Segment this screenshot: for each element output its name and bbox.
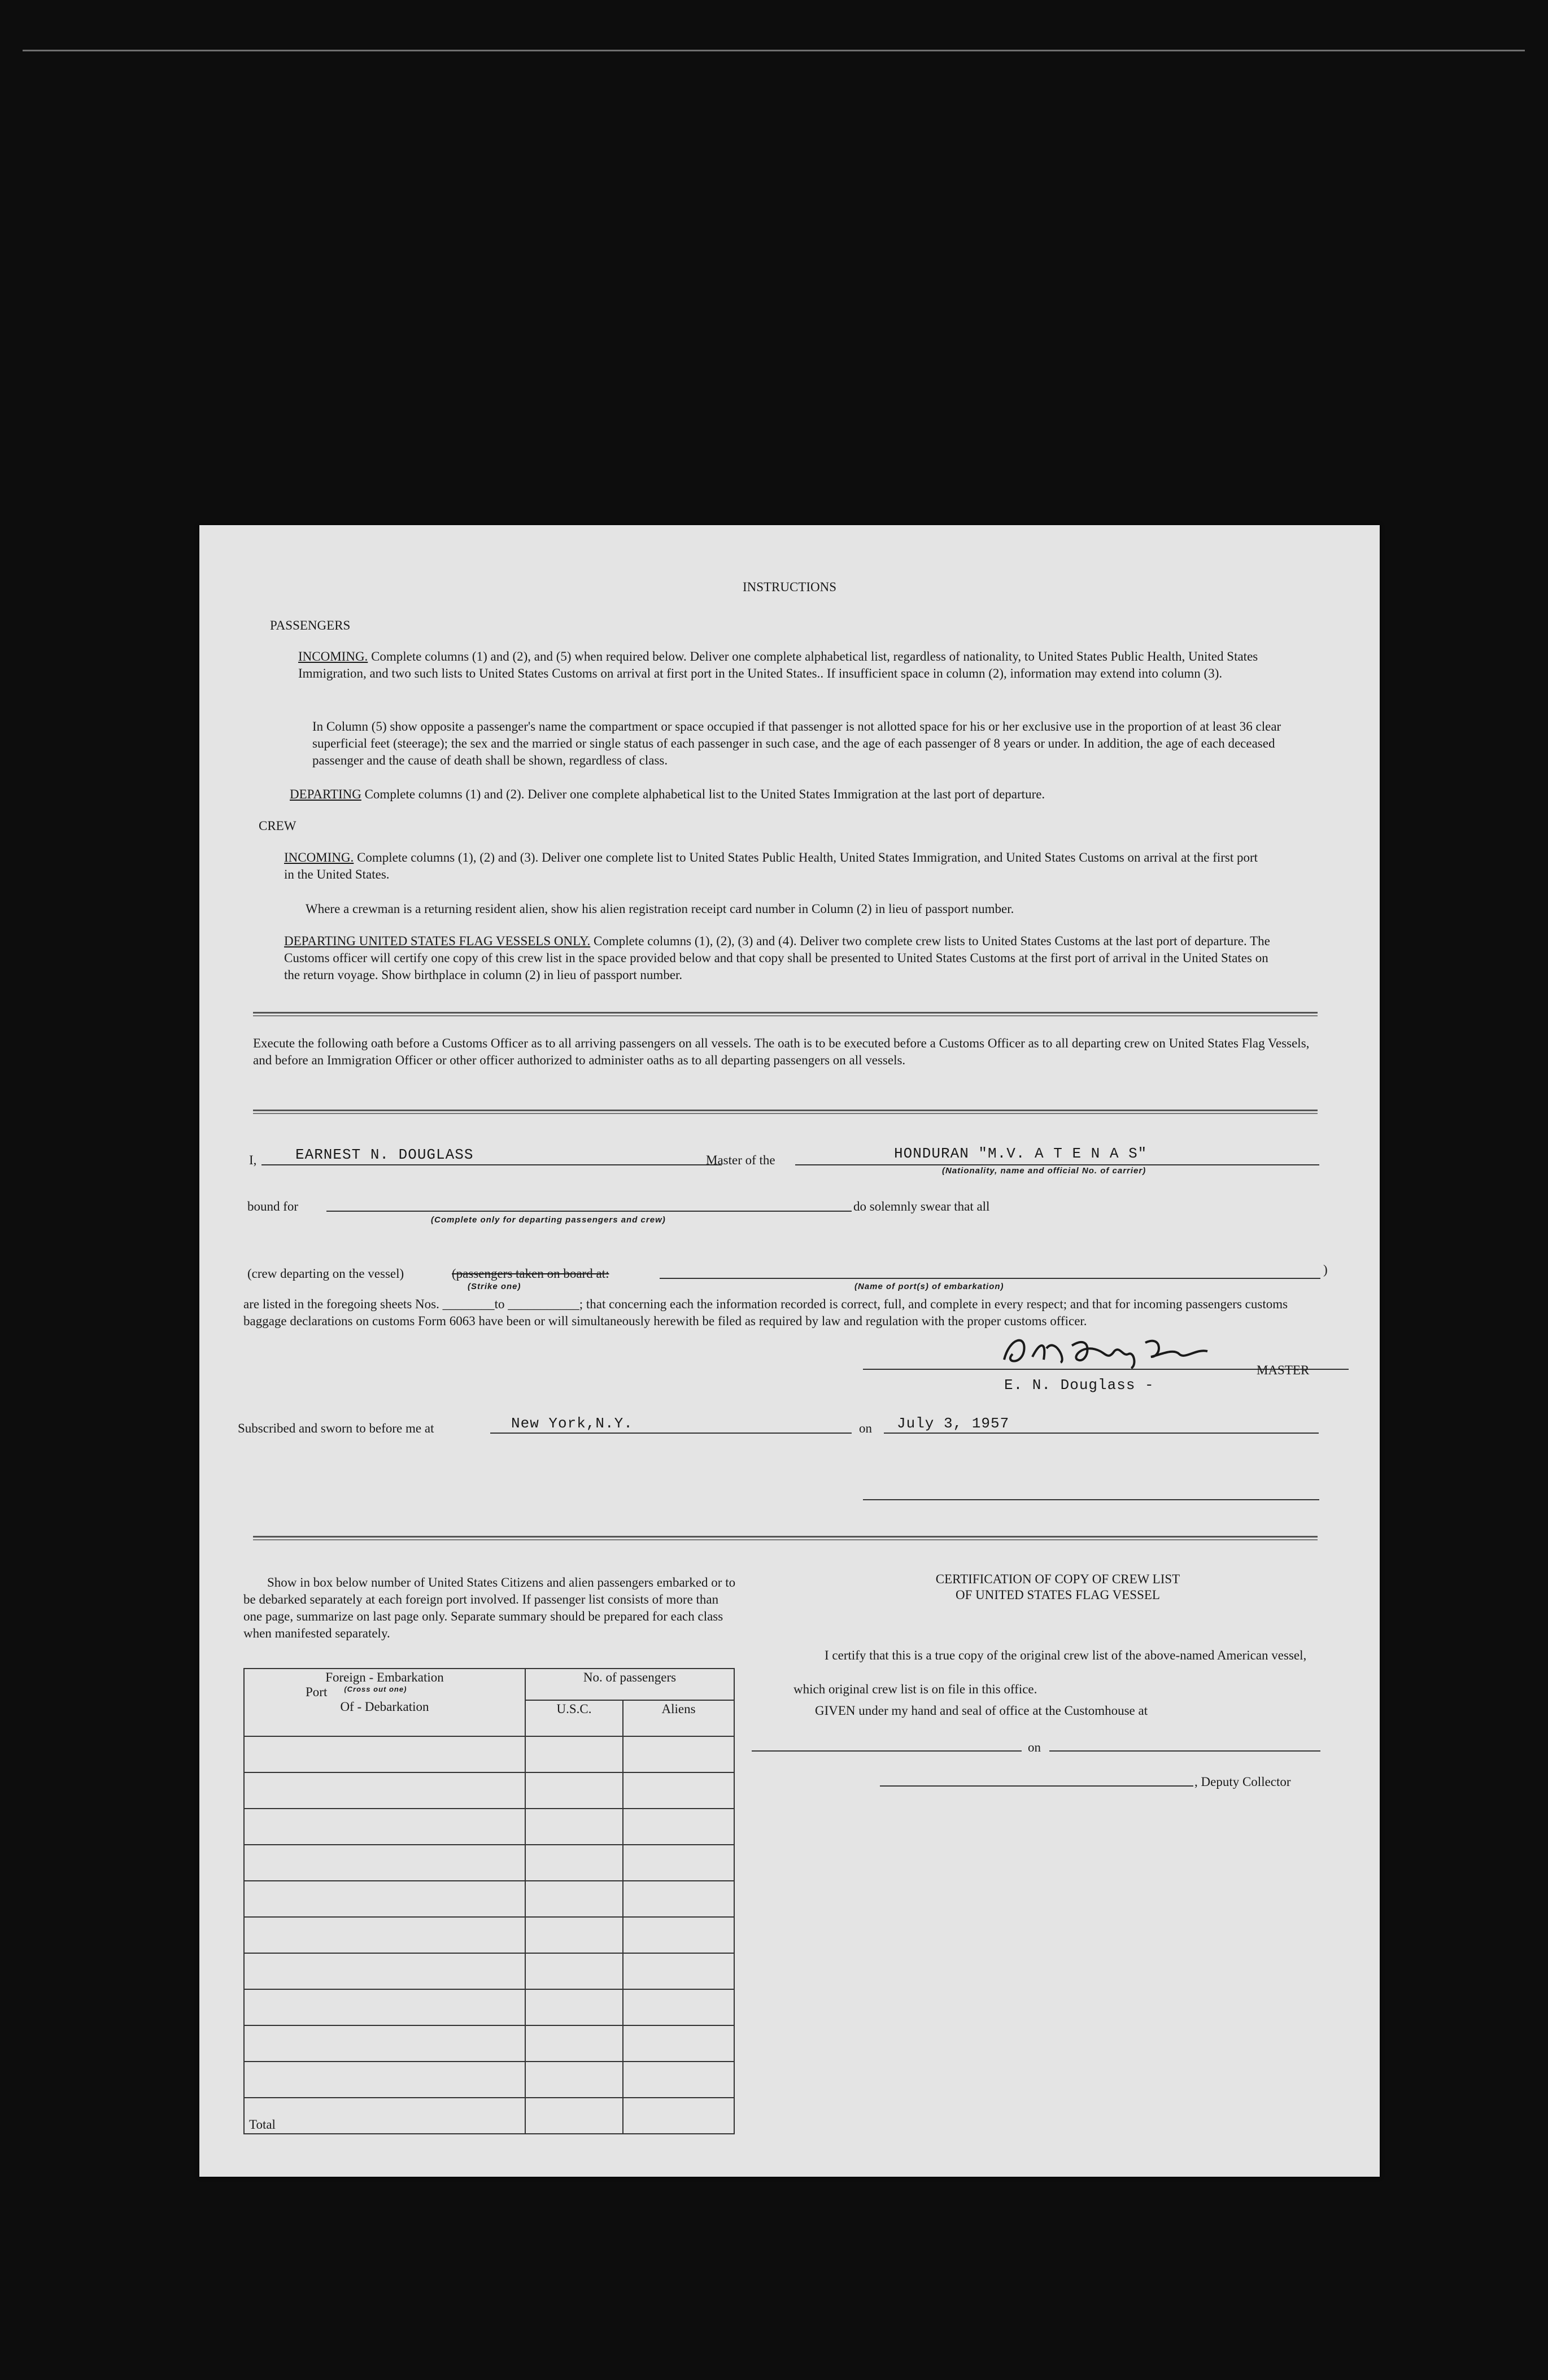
crew-heading: CREW bbox=[259, 819, 296, 833]
cell-usc[interactable] bbox=[525, 1917, 623, 1953]
passengers-incoming-text: Complete columns (1) and (2), and (5) when required below. Deliver one complete alphabetical list, regardless of nationality, to United States Public Health, United States Immigration, and two such lists to United States Customs on arrival at first port in the United States.. If insufficient space in column (2), information may extend into column (3). bbox=[298, 649, 1258, 680]
total-usc[interactable] bbox=[525, 2098, 623, 2134]
master-name-line bbox=[261, 1164, 722, 1165]
cell-port[interactable] bbox=[244, 2062, 525, 2098]
header-foreign-label: Foreign - Embarkation bbox=[325, 1670, 444, 1684]
certification-date-line bbox=[1049, 1750, 1320, 1752]
passengers-departing-text: Complete columns (1) and (2). Deliver one complete alphabetical list to the United States Immigration at the last port of departure. bbox=[364, 787, 1045, 801]
deputy-signature-line bbox=[880, 1785, 1193, 1787]
oath-execute-paragraph: Execute the following oath before a Customs Officer as to all arriving passengers on all vessels. The oath is to be executed before a Customs Officer as to all departing crew on United States Flag Vessels, and before an Immigration Officer or other officer authorized to administer oaths as to all departing passengers on all vessels. bbox=[253, 1036, 1310, 1067]
cell-aliens[interactable] bbox=[623, 1809, 734, 1845]
cell-aliens[interactable] bbox=[623, 1845, 734, 1881]
table-total-row bbox=[244, 2098, 734, 2134]
crew-departing-oath-label: (crew departing on the vessel) bbox=[247, 1267, 404, 1281]
crew-resident-paragraph: Where a crewman is a returning resident alien, show his alien registration receipt card number in Column (2) in lieu of passport number. bbox=[306, 902, 1014, 916]
ports-line bbox=[660, 1278, 1320, 1279]
listed-paragraph: are listed in the foregoing sheets Nos. ________to ___________; that concerning each the information recorded is correct, full, and complete in every respect; and that for incoming passengers customs baggage declarations on customs Form 6063 have been or will simultaneously herewith be filed as required by law and regulation with the proper customs officer. bbox=[243, 1297, 1288, 1328]
passengers-incoming-label: INCOMING. bbox=[298, 649, 368, 663]
cell-usc[interactable] bbox=[525, 1953, 623, 1989]
bound-for-line bbox=[326, 1211, 852, 1212]
vessel-caption: (Nationality, name and official No. of carrier) bbox=[942, 1166, 1146, 1176]
cell-port[interactable] bbox=[244, 1881, 525, 1917]
table-row bbox=[244, 1953, 734, 1989]
table-row bbox=[244, 1845, 734, 1881]
sworn-on-label: on bbox=[859, 1421, 872, 1435]
cell-aliens[interactable] bbox=[623, 2062, 734, 2098]
certification-title-2: OF UNITED STATES FLAG VESSEL bbox=[956, 1588, 1160, 1602]
cell-port[interactable] bbox=[244, 1736, 525, 1772]
ports-close-paren: ) bbox=[1323, 1263, 1328, 1277]
passenger-summary-table bbox=[243, 1668, 735, 2134]
cell-usc[interactable] bbox=[525, 1809, 623, 1845]
crew-departing-label: DEPARTING UNITED STATES FLAG VESSELS ONLY. bbox=[284, 934, 591, 948]
table-row bbox=[244, 1881, 734, 1917]
deputy-collector-label: , Deputy Collector bbox=[1194, 1775, 1291, 1789]
table-row bbox=[244, 2062, 734, 2098]
cell-port[interactable] bbox=[244, 1772, 525, 1809]
certification-certify-text: I certify that this is a true copy of the original crew list of the above-named American vessel, which original crew list is on file in this office. bbox=[793, 1648, 1307, 1696]
cell-port[interactable] bbox=[244, 1953, 525, 1989]
table-header-row bbox=[244, 1669, 734, 1700]
oath-i-label: I, bbox=[249, 1153, 257, 1167]
cell-aliens[interactable] bbox=[623, 1917, 734, 1953]
cell-aliens[interactable] bbox=[623, 1989, 734, 2025]
cell-port[interactable] bbox=[244, 2025, 525, 2062]
sworn-date-value: July 3, 1957 bbox=[897, 1415, 1010, 1432]
master-label: MASTER bbox=[1257, 1363, 1310, 1377]
cell-port[interactable] bbox=[244, 1917, 525, 1953]
cell-usc[interactable] bbox=[525, 1989, 623, 2025]
sworn-place-value: New York,N.Y. bbox=[511, 1415, 633, 1432]
header-no-passengers: No. of passengers bbox=[525, 1669, 734, 1700]
cell-usc[interactable] bbox=[525, 1736, 623, 1772]
crew-incoming-label: INCOMING. bbox=[284, 850, 354, 864]
passengers-heading: PASSENGERS bbox=[270, 618, 351, 632]
header-port-label: Port bbox=[306, 1685, 328, 1699]
ports-caption: (Name of port(s) of embarkation) bbox=[854, 1282, 1004, 1291]
header-aliens: Aliens bbox=[623, 1700, 734, 1736]
bound-for-label: bound for bbox=[247, 1199, 299, 1213]
header-usc: U.S.C. bbox=[525, 1700, 623, 1736]
header-port-row bbox=[249, 1685, 520, 1700]
subscribed-label: Subscribed and sworn to before me at bbox=[238, 1421, 434, 1435]
vessel-line bbox=[795, 1164, 1319, 1165]
cell-aliens[interactable] bbox=[623, 1881, 734, 1917]
cell-usc[interactable] bbox=[525, 2025, 623, 2062]
vessel-value: HONDURAN "M.V. A T E N A S" bbox=[894, 1145, 1148, 1162]
passengers-incoming-paragraph bbox=[298, 648, 1315, 682]
total-aliens[interactable] bbox=[623, 2098, 734, 2134]
strike-passengers-text: (passengers taken on board at: bbox=[452, 1267, 609, 1281]
certification-place-line bbox=[752, 1750, 1022, 1752]
table-row bbox=[244, 1917, 734, 1953]
cell-port[interactable] bbox=[244, 1845, 525, 1881]
cell-aliens[interactable] bbox=[623, 1953, 734, 1989]
certification-title-1: CERTIFICATION OF COPY OF CREW LIST bbox=[935, 1572, 1180, 1586]
passengers-departing-label: DEPARTING bbox=[290, 787, 361, 801]
cell-port[interactable] bbox=[244, 1989, 525, 2025]
cell-usc[interactable] bbox=[525, 1845, 623, 1881]
strike-caption: (Strike one) bbox=[468, 1282, 521, 1291]
master-name-value: EARNEST N. DOUGLASS bbox=[295, 1146, 474, 1163]
table-row bbox=[244, 1989, 734, 2025]
certification-on-label: on bbox=[1028, 1740, 1041, 1754]
table-row bbox=[244, 1772, 734, 1809]
summary-instructions: Show in box below number of United States Citizens and alien passengers embarked or to be debarked separately at each foreign port involved. If passenger list consists of more than one page, summarize on last page only. Separate summary should be prepared for each class when manifested separately. bbox=[243, 1575, 736, 1640]
divider-1 bbox=[253, 1012, 1318, 1016]
crew-incoming-paragraph bbox=[284, 849, 1267, 883]
divider-2 bbox=[253, 1110, 1318, 1114]
crew-departing-text: Complete columns (1), (2), (3) and (4). Deliver two complete crew lists to United States Customs at the last port of departure. The Customs officer will certify one copy of this crew list in the space provided below and that copy shall be presented to United States Customs at the first port of arrival in the United States on the return voyage. Show birthplace in column (2) in lieu of passport number. bbox=[284, 934, 1270, 982]
total-label: Total bbox=[244, 2098, 525, 2134]
column5-paragraph: In Column (5) show opposite a passenger's name the compartment or space occupied if that passenger is not allotted space for his or her exclusive use in the proportion of at least 36 clear superficial feet (steerage); the sex and the married or single status of each passenger in such case, and the age of each passenger of 8 years or under. In addition, the age of each deceased passenger and the cause of death shall be shown, regardless of class. bbox=[312, 719, 1281, 767]
cross-out-caption: (Cross out one) bbox=[344, 1685, 407, 1693]
cell-port[interactable] bbox=[244, 1809, 525, 1845]
cell-aliens[interactable] bbox=[623, 2025, 734, 2062]
certification-given-text: GIVEN under my hand and seal of office at the Customhouse at bbox=[815, 1704, 1148, 1718]
document-page bbox=[199, 525, 1380, 2177]
bound-for-caption: (Complete only for departing passengers and crew) bbox=[431, 1215, 666, 1225]
crew-incoming-text: Complete columns (1), (2) and (3). Deliver one complete list to United States Public Health, United States Immigration, and United States Customs on arrival at the first port in the United States. bbox=[284, 850, 1258, 881]
cell-usc[interactable] bbox=[525, 1881, 623, 1917]
passengers-departing-paragraph bbox=[290, 786, 1318, 803]
divider-3 bbox=[253, 1536, 1318, 1540]
sworn-place-line bbox=[490, 1433, 852, 1434]
cell-aliens[interactable] bbox=[623, 1772, 734, 1809]
table-row bbox=[244, 1736, 734, 1772]
film-edge-line bbox=[23, 50, 1525, 51]
header-of-label: Of - Debarkation bbox=[340, 1700, 429, 1714]
header-foreign-port bbox=[244, 1669, 525, 1736]
cell-usc[interactable] bbox=[525, 2062, 623, 2098]
master-of-label: Master of the bbox=[706, 1153, 775, 1167]
signature-typed-name: E. N. Douglass - bbox=[1004, 1377, 1154, 1394]
cell-aliens[interactable] bbox=[623, 1736, 734, 1772]
swear-text: do solemnly swear that all bbox=[853, 1199, 990, 1213]
crew-departing-paragraph bbox=[284, 933, 1278, 984]
table-row bbox=[244, 2025, 734, 2062]
cell-usc[interactable] bbox=[525, 1772, 623, 1809]
table-row bbox=[244, 1809, 734, 1845]
sworn-date-line bbox=[884, 1433, 1319, 1434]
instructions-title: INSTRUCTIONS bbox=[742, 580, 837, 594]
officer-signature-line bbox=[863, 1499, 1319, 1500]
